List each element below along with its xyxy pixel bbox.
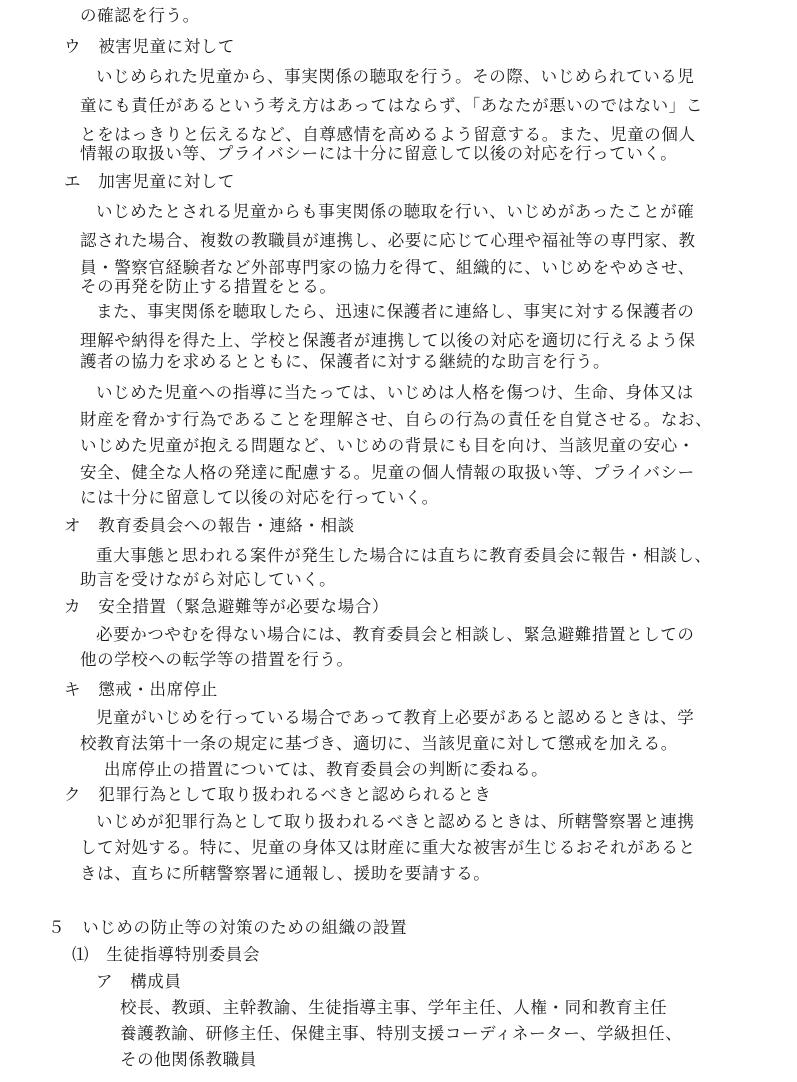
section-heading-u: ウ 被害児童に対して: [64, 37, 235, 56]
text-line: 他の学校への転学等の措置を行う。: [80, 650, 354, 669]
section-heading-o: オ 教育委員会への報告・連絡・相談: [64, 516, 355, 535]
member-list-line: 養護教諭、研修主任、保健主事、特別支援コーディネーター、学級担任、: [120, 1024, 683, 1043]
text-line: いじめたとされる児童からも事実関係の聴取を行い、いじめがあったことが確: [96, 202, 695, 221]
member-list-line: その他関係教職員: [120, 1050, 257, 1069]
text-line: いじめが犯罪行為として取り扱われるべきと認めるときは、所轄警察署と連携: [96, 812, 695, 831]
chapter-heading-5: ５ いじめの防止等の対策のための組織の設置: [48, 918, 408, 937]
text-line: 財産を脅かす行為であることを理解させ、自らの行為の責任を自覚させる。なお、: [80, 410, 713, 429]
text-line: 必要かつやむを得ない場合には、教育委員会と相談し、緊急避難措置としての: [96, 625, 695, 644]
member-list-line: 校長、教頭、主幹教諭、生徒指導主事、学年主任、人権・同和教育主任: [120, 998, 668, 1017]
text-line: 出席停止の措置については、教育委員会の判断に委ねる。: [104, 760, 549, 779]
text-line: 重大事態と思われる案件が発生した場合には直ちに教育委員会に報告・相談し、: [96, 546, 712, 565]
section-heading-ku: ク 犯罪行為として取り扱われるべきと認められるとき: [64, 785, 492, 804]
text-line: また、事実関係を聴取したら、迅速に保護者に連絡し、事実に対する保護者の: [96, 302, 695, 321]
text-line: には十分に留意して以後の対応を行っていく。: [80, 488, 439, 507]
text-line: その再発を防止する措置をとる。: [80, 277, 337, 296]
text-line: とをはっきりと伝えるなど、自尊感情を高めるよう留意する。また、児童の個人: [80, 125, 696, 144]
text-line: いじめた児童への指導に当たっては、いじめは人格を傷つけ、生命、身体又は: [96, 383, 694, 402]
section-heading-e: エ 加害児童に対して: [64, 172, 235, 191]
item-heading-a: ア 構成員: [96, 972, 182, 991]
text-line: 童にも責任があるという考え方はあってはならず、「あなたが悪いのではない」こ: [80, 96, 703, 115]
text-line: 員・警察官経験者など外部専門家の協力を得て、組織的に、いじめをやめさせ、: [80, 258, 695, 277]
text-line: して対処する。特に、児童の身体又は財産に重大な被害が生じるおそれがあると: [80, 838, 696, 857]
text-line: いじめられた児童から、事実関係の聴取を行う。その際、いじめられている児: [96, 67, 695, 86]
text-line: 護者の協力を求めるとともに、保護者に対する継続的な助言を行う。: [80, 352, 611, 371]
subsection-heading-1: ⑴ 生徒指導特別委員会: [72, 945, 261, 964]
section-heading-ki: キ 懲戒・出席停止: [64, 680, 218, 699]
text-line: いじめた児童が抱える問題など、いじめの背景にも目を向け、当該児童の安心・: [80, 436, 695, 455]
text-line: 安全、健全な人格の発達に配慮する。児童の個人情報の取扱い等、プライバシー: [80, 463, 695, 482]
text-line: 認された場合、複数の教職員が連携し、必要に応じて心理や福祉等の専門家、教: [80, 231, 696, 250]
text-line: 児童がいじめを行っている場合であって教育上必要があると認めるときは、学: [96, 708, 695, 727]
text-line: 校教育法第十一条の規定に基づき、適切に、当該児童に対して懲戒を加える。: [80, 734, 678, 753]
section-heading-ka: カ 安全措置（緊急避難等が必要な場合）: [64, 597, 389, 616]
text-line: 助言を受けながら対応していく。: [80, 570, 337, 589]
text-line: きは、直ちに所轄警察署に通報し、援助を要請する。: [80, 864, 491, 883]
text-line: の確認を行う。: [80, 6, 200, 25]
text-line: 情報の取扱い等、プライバシーには十分に留意して以後の対応を行っていく。: [80, 144, 678, 163]
text-line: 理解や納得を得た上、学校と保護者が連携して以後の対応を適切に行えるよう保: [80, 331, 696, 350]
